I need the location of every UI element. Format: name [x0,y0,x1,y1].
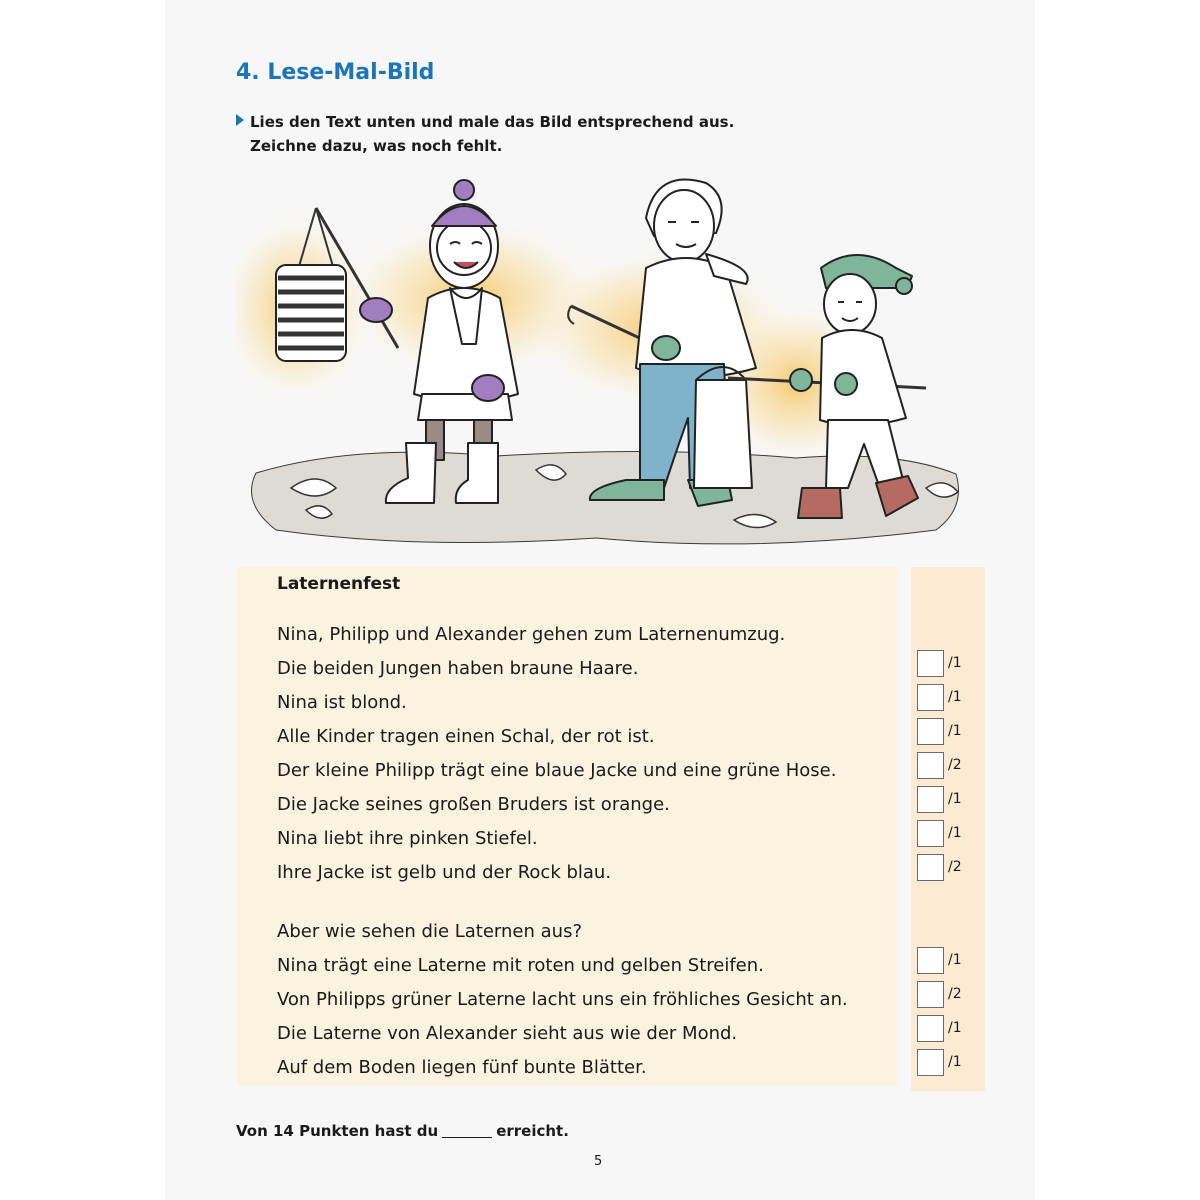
score-checkbox[interactable] [917,981,944,1008]
score-checkbox[interactable] [917,650,944,677]
result-line [236,1122,569,1140]
story-line: Die beiden Jungen haben braune Haare. [277,658,639,679]
exercise-heading: 4. Lese-Mal-Bild [236,60,435,85]
score-points: /1 [948,689,962,705]
story-line: Die Laterne von Alexander sieht aus wie der Mond. [277,1023,738,1044]
score-points: /1 [948,723,962,739]
story-line: Auf dem Boden liegen fünf bunte Blätter. [277,1057,647,1078]
score-item [917,716,962,746]
story-line: Die Jacke seines großen Bruders ist orange. [277,794,670,815]
score-points: /1 [948,791,962,807]
page-number: 5 [594,1154,603,1169]
score-item [917,818,962,848]
score-checkbox[interactable] [917,820,944,847]
story-lines-part-2 [277,915,848,1085]
arrow-icon [236,114,244,126]
score-item [917,682,962,712]
story-question: Aber wie sehen die Laternen aus? [277,921,582,942]
score-points: /1 [948,825,962,841]
score-points: /1 [948,1020,962,1036]
story-line: Nina trägt eine Laterne mit roten und gelben Streifen. [277,955,764,976]
score-checkbox[interactable] [917,947,944,974]
score-checkbox[interactable] [917,786,944,813]
story-line: Nina, Philipp und Alexander gehen zum Laternenumzug. [277,624,786,645]
result-text-after: erreicht. [496,1122,569,1140]
story-line: Der kleine Philipp trägt eine blaue Jacke und eine grüne Hose. [277,760,837,781]
score-item [917,648,962,678]
score-points: /2 [948,757,962,773]
story-lines-part-1 [277,618,836,890]
score-points: /1 [948,655,962,671]
score-checkbox[interactable] [917,718,944,745]
score-item [917,1013,962,1043]
score-points: /1 [948,1054,962,1070]
score-item [917,784,962,814]
score-blank-field[interactable] [442,1137,492,1138]
score-checkbox[interactable] [917,854,944,881]
score-points: /2 [948,859,962,875]
score-checkbox[interactable] [917,752,944,779]
instruction [236,110,734,158]
score-item [917,852,962,882]
story-line: Alle Kinder tragen einen Schal, der rot ist. [277,726,655,747]
result-text-before: Von 14 Punkten hast du [236,1122,439,1140]
score-points: /1 [948,952,962,968]
story-title: Laternenfest [277,574,401,594]
score-checkbox[interactable] [917,684,944,711]
score-points: /2 [948,986,962,1002]
score-checkbox[interactable] [917,1015,944,1042]
score-checkbox[interactable] [917,1049,944,1076]
lantern-parade-illustration [236,158,966,558]
score-item [917,979,962,1009]
story-line: Ihre Jacke ist gelb und der Rock blau. [277,862,612,883]
story-line: Von Philipps grüner Laterne lacht uns ein fröhliches Gesicht an. [277,989,848,1010]
score-item [917,750,962,780]
score-item [917,945,962,975]
score-item [917,1047,962,1077]
instruction-line-1: Lies den Text unten und male das Bild entsprechend aus. [250,113,735,131]
story-line: Nina liebt ihre pinken Stiefel. [277,828,538,849]
story-line: Nina ist blond. [277,692,407,713]
instruction-line-2: Zeichne dazu, was noch fehlt. [250,137,503,155]
